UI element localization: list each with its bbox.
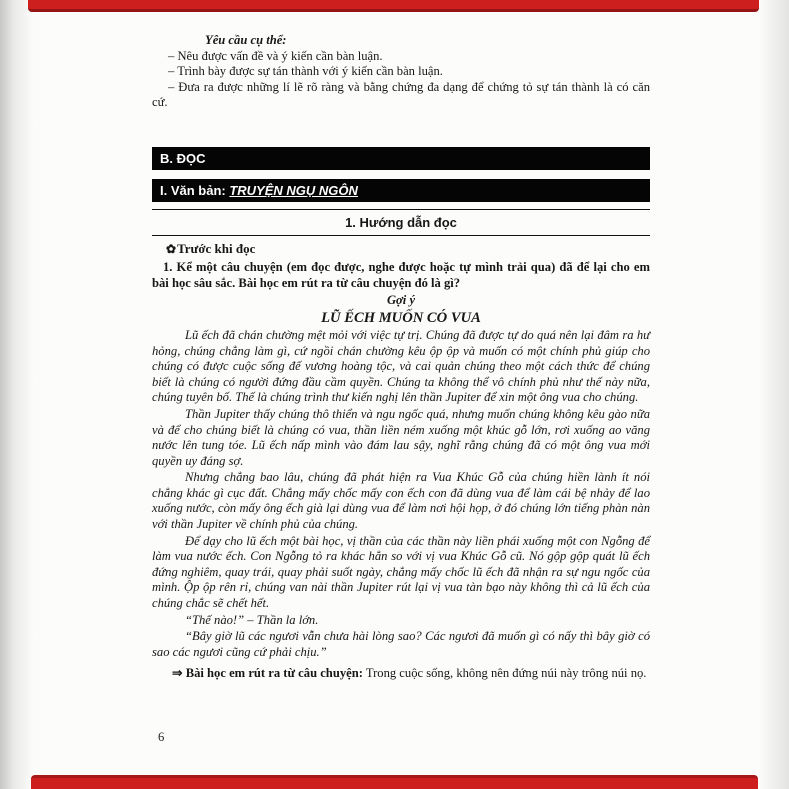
page-edge-left: [0, 0, 34, 789]
page-number: 6: [158, 730, 165, 744]
before-reading-heading: [152, 241, 650, 258]
guide-heading: 1. Hướng dẫn đọc: [152, 209, 650, 236]
story-paragraph-4: Để dạy cho lũ ếch một bài học, vị thần của các thần này liền phái xuống một con Ngỗng để làm vua nước ếch. Con Ngỗng tỏ ra khác hẳn so với vị vua Khúc Gỗ cũ. Nó gộp gộp quát lũ ếch đứng nghiêm, quay trái, quay phải suốt ngày, chẳng mấy chốc lũ ếch đã nhận ra sự ngu ngốc của mình. Ộp ộp rên rỉ, chúng van nài thần Jupiter rút lại vị vua tàn bạo này không thì cả lũ ếch của chúng chắc sẽ chết hết.: [152, 533, 650, 611]
red-cover-strip-bottom: [31, 775, 758, 789]
page-content: [152, 30, 650, 682]
section-b-label: B. ĐỌC: [160, 150, 206, 166]
story-dialogue-2: “Bây giờ lũ các ngươi vẫn chưa hài lòng sao? Các ngươi đã muốn gì có nấy thì bây giờ có sao các ngươi cũng cứ phải chịu.”: [152, 629, 650, 659]
requirement-item-1: – Nêu được vấn đề và ý kiến cần bàn luận.: [168, 48, 383, 63]
story-title: LŨ ẾCH MUỐN CÓ VUA: [321, 309, 481, 326]
requirement-item-3: – Đưa ra được những lí lẽ rõ ràng và bằng chứng đa dạng để chứng tỏ sự tán thành là có căn cứ.: [152, 79, 650, 110]
lesson-conclusion: [152, 666, 650, 682]
story-paragraph-3: Nhưng chẳng bao lâu, chúng đã phát hiện ra Vua Khúc Gỗ của chúng hiền lành ít nói chẳng khác gì cục đất. Chẳng mấy chốc mấy con ếch con đã dùng vua để làm cái bệ nhảy để lao xuống nước, còn mấy ông ếch già lại dùng vua để làm nơi hội họp, ở đó chúng lớn tiếng phàn nàn với thần Jupiter về chính phủ của chúng.: [152, 470, 650, 532]
question-1: 1. Kể một câu chuyện (em đọc được, nghe được hoặc tự mình trải qua) đã để lại cho em bài học sâu sắc. Bài học em rút ra từ câu chuyện đó là gì?: [152, 260, 650, 290]
page-edge-right: [759, 0, 789, 789]
van-ban-prefix: I. Văn bản:: [160, 182, 230, 198]
lesson-conclusion-text: Trong cuộc sống, không nên đứng núi này trông núi nọ.: [362, 666, 647, 681]
lesson-conclusion-label: ⇒ Bài học em rút ra từ câu chuyện:: [172, 666, 363, 681]
suggestion-label: Gợi ý: [386, 293, 416, 308]
flower-icon: ✿: [166, 241, 177, 256]
requirements-heading: Yêu cầu cụ thể:: [205, 33, 287, 47]
section-b-doc-header: [152, 147, 650, 170]
story-paragraph-1: Lũ ếch đã chán chường mệt mỏi với việc tự trị. Chúng đã được tự do quá nên lại đâm ra hư hỏng, chúng chẳng làm gì, cứ ngồi chán chường kêu ộp ộp và muốn có một chính phủ giúp cho chúng có được cuộc sống đế vương hoàng tộc, và cai quản chúng theo một cách thức để chúng biết là chúng có người đứng đầu cầm quyền. Chúng ta không thể vô chính phủ như thế này nữa, chúng tuyên bố. Thế là chúng trình thư kiến nghị lên thần Jupiter để xin một ông vua cho chúng.: [152, 327, 650, 405]
red-cover-strip-top: [28, 0, 759, 12]
requirement-item-2: – Trình bày được sự tán thành với ý kiến cần bàn luận.: [168, 64, 443, 79]
story-dialogue-1: “Thế nào!” – Thần la lớn.: [185, 612, 319, 627]
before-reading-label: Trước khi đọc: [177, 240, 256, 256]
van-ban-title: TRUYỆN NGỤ NGÔN: [229, 182, 358, 198]
section-van-ban-header: [152, 179, 650, 202]
story-paragraph-2: Thần Jupiter thấy chúng thô thiển và ngu ngốc quá, nhưng muốn chúng không kêu gào nữa và để cho chúng biết là chúng có vua, thần liền ném xuống một khúc gỗ lớn, rơi xuống ao văng nước lên tung tóe. Lũ ếch nấp mình vào đám lau sậy, nghĩ rằng chúng đã có một ông vua mới quyền uy đáng sợ.: [152, 406, 650, 468]
